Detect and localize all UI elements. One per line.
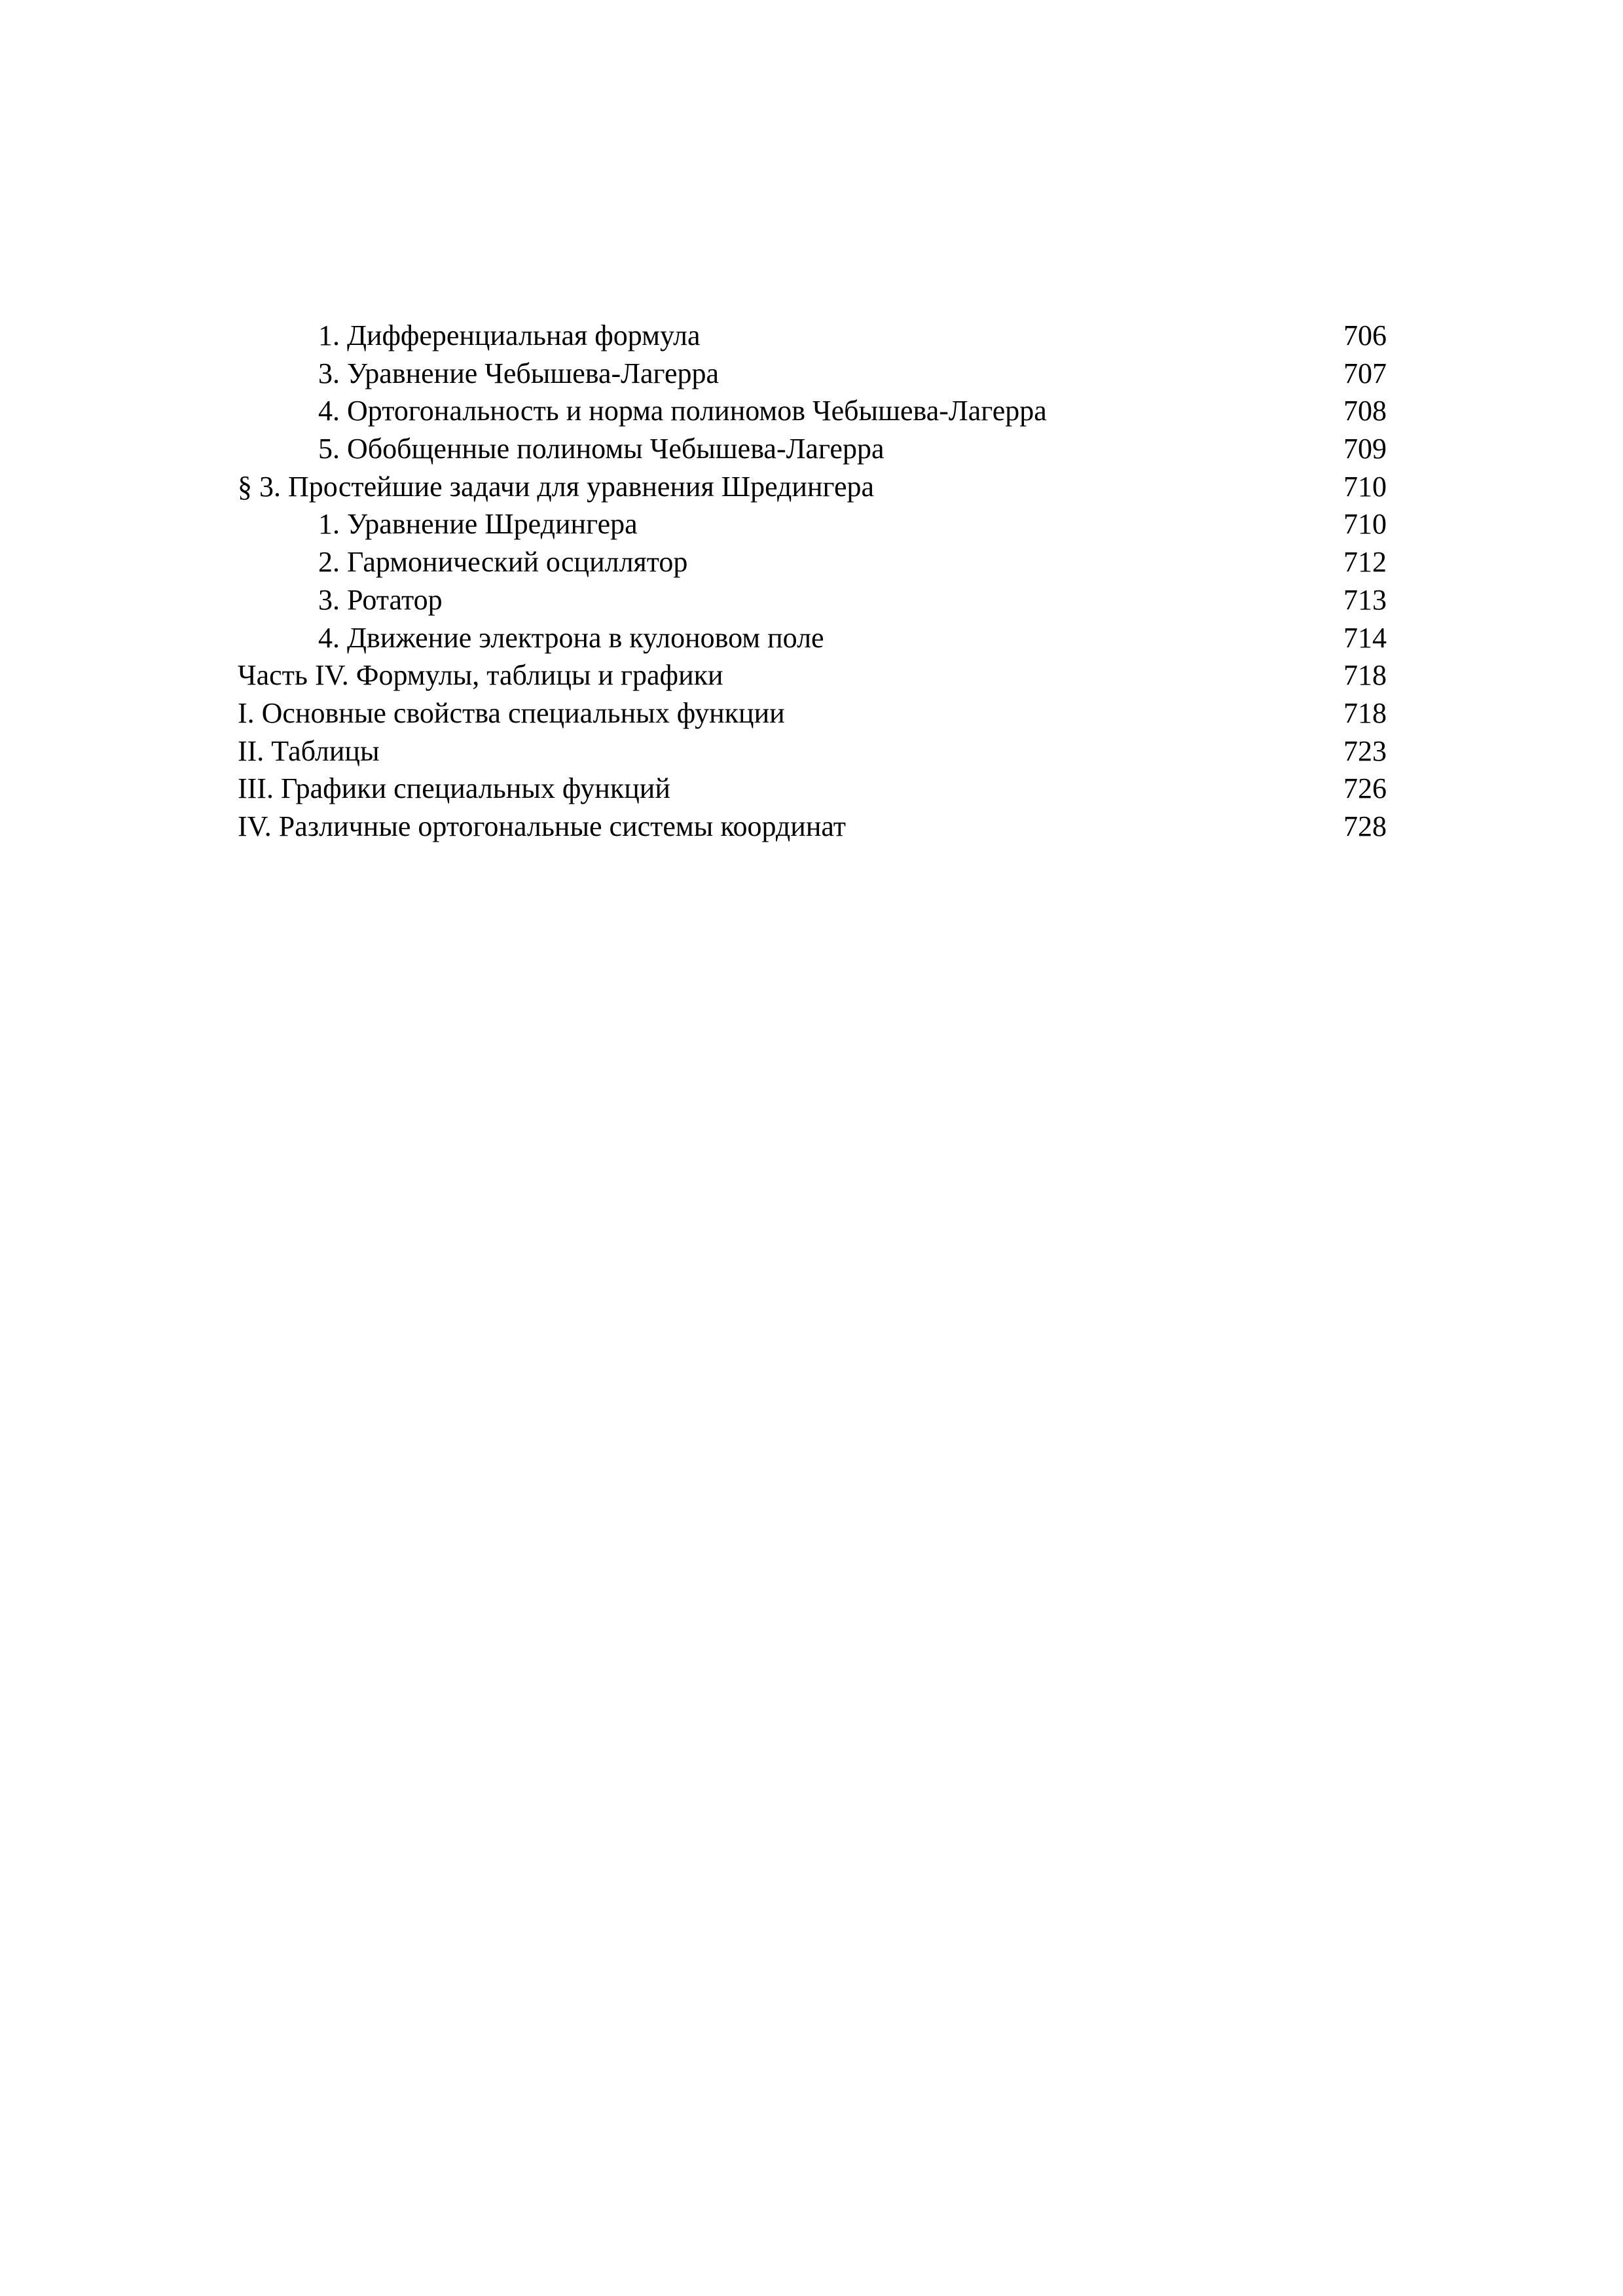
toc-entry-graphs[interactable] [238, 770, 1387, 808]
toc-entry-title: § 3. Простейшие задачи для уравнения Шредингера [238, 470, 875, 503]
toc-entry-page: 706 [1343, 319, 1387, 351]
toc-entry-title: 5. Обобщенные полиномы Чебышева-Лагерра [318, 433, 884, 465]
toc-entry-section-3-schrodinger[interactable] [238, 468, 1387, 506]
toc-entry-title: 3. Уравнение Чебышева-Лагерра [318, 357, 720, 389]
toc-entry-page: 718 [1343, 696, 1387, 729]
toc-entry-page: 708 [1343, 395, 1387, 427]
toc-entry-title: III. Графики специальных функций [238, 772, 670, 805]
toc-entry-title: 2. Гармонический осциллятор [318, 546, 688, 579]
toc-entry-title: Часть IV. Формулы, таблицы и графики [238, 659, 723, 692]
toc-entry-tables[interactable] [238, 732, 1387, 770]
toc-entry-title: I. Основные свойства специальных функции [238, 696, 785, 729]
toc-entry-page: 718 [1343, 659, 1387, 692]
toc-entry-orthogonality-norm[interactable] [238, 392, 1387, 430]
toc-entry-title: 4. Ортогональность и норма полиномов Чебышева-Лагерра [318, 395, 1047, 427]
toc-entry-page: 714 [1343, 621, 1387, 654]
toc-entry-basic-properties[interactable] [238, 694, 1387, 732]
table-of-contents [238, 317, 1387, 846]
toc-entry-page: 710 [1343, 508, 1387, 541]
toc-entry-harmonic-oscillator[interactable] [238, 543, 1387, 581]
toc-entry-schrodinger-equation[interactable] [238, 505, 1387, 543]
toc-entry-page: 723 [1343, 734, 1387, 767]
toc-entry-chebyshev-laguerre-equation[interactable] [238, 355, 1387, 393]
toc-entry-page: 713 [1343, 583, 1387, 616]
toc-entry-title: II. Таблицы [238, 734, 380, 767]
toc-entry-rotator[interactable] [238, 581, 1387, 619]
toc-entry-title: 1. Дифференциальная формула [318, 319, 701, 351]
toc-entry-part-4[interactable] [238, 656, 1387, 694]
toc-entry-page: 726 [1343, 772, 1387, 805]
toc-entry-page: 707 [1343, 357, 1387, 389]
toc-entry-title: 3. Ротатор [318, 583, 443, 616]
toc-entry-electron-coulomb-field[interactable] [238, 619, 1387, 657]
toc-entry-page: 728 [1343, 810, 1387, 842]
toc-entry-title: 4. Движение электрона в кулоновом поле [318, 621, 824, 654]
toc-entry-coordinate-systems[interactable] [238, 808, 1387, 846]
toc-entry-differential-formula[interactable] [238, 317, 1387, 355]
toc-entry-title: 1. Уравнение Шредингера [318, 508, 638, 541]
toc-entry-title: IV. Различные ортогональные системы координат [238, 810, 846, 842]
toc-entry-page: 709 [1343, 433, 1387, 465]
toc-entry-page: 712 [1343, 546, 1387, 579]
toc-entry-generalized-polynomials[interactable] [238, 430, 1387, 468]
toc-entry-page: 710 [1343, 470, 1387, 503]
